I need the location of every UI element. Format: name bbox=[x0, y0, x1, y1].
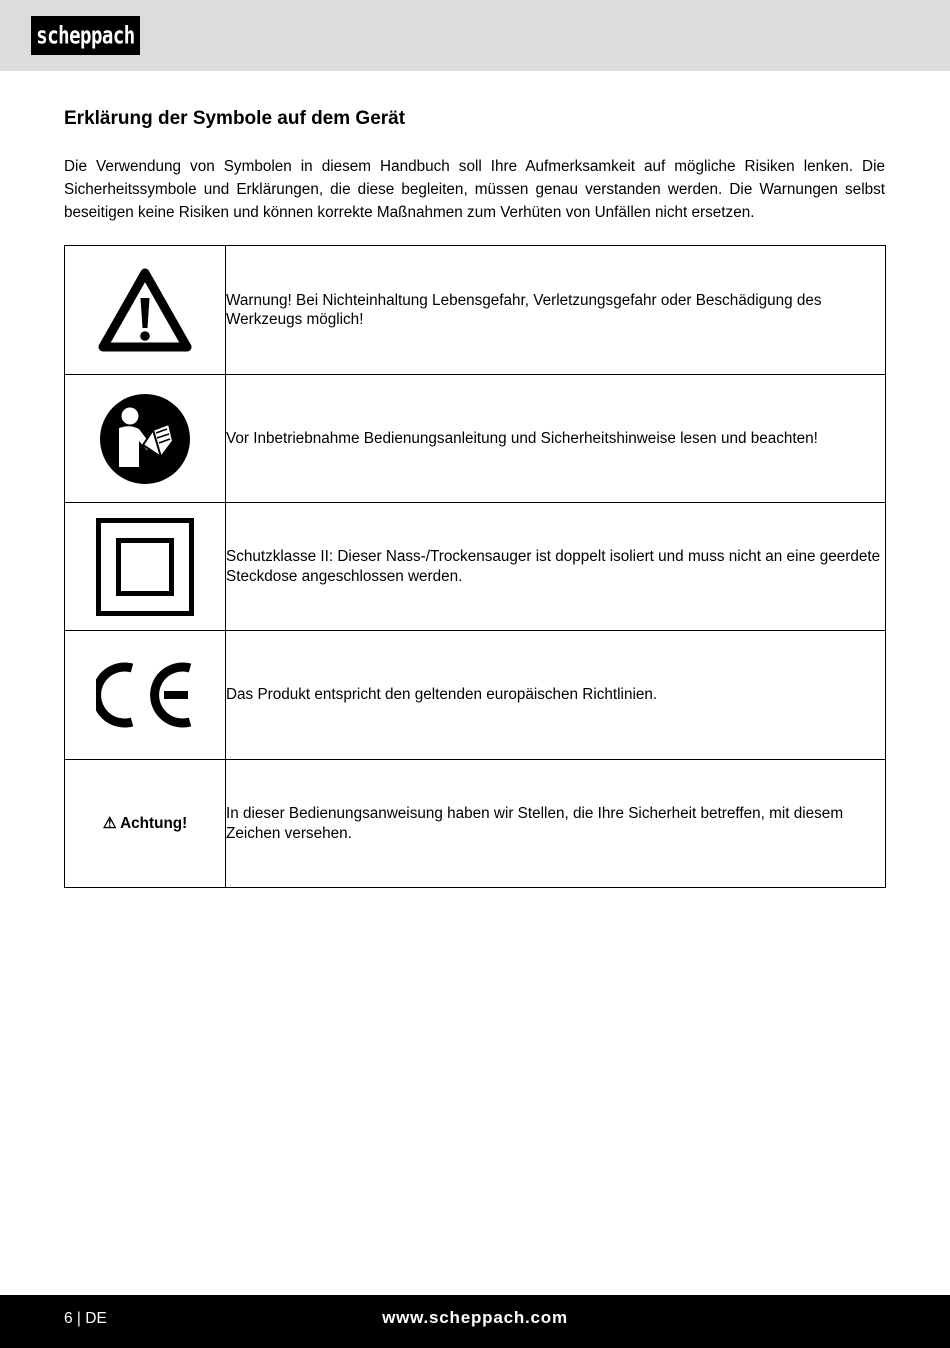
table-row bbox=[65, 246, 886, 375]
symbol-description: Vor Inbetriebnahme Bedienungsanleitung und Sicherheitshinweise lesen und beachten! bbox=[226, 375, 886, 503]
read-manual-icon bbox=[99, 393, 191, 485]
table-row bbox=[65, 631, 886, 760]
symbol-cell bbox=[65, 246, 226, 375]
symbol-cell bbox=[65, 631, 226, 760]
scheppach-logo bbox=[31, 16, 140, 55]
symbol-description: Schutzklasse II: Dieser Nass-/Trockensauger ist doppelt isoliert und muss nicht an eine geerdete Steckdose angeschlossen werden. bbox=[226, 503, 886, 631]
table-row bbox=[65, 760, 886, 888]
table-row bbox=[65, 375, 886, 503]
symbol-description: Warnung! Bei Nichteinhaltung Lebensgefahr, Verletzungsgefahr oder Beschädigung des Werkzeugs möglich! bbox=[226, 246, 886, 375]
symbol-description: Das Produkt entspricht den geltenden europäischen Richtlinien. bbox=[226, 631, 886, 760]
symbol-cell bbox=[65, 375, 226, 503]
page-footer bbox=[0, 1295, 950, 1348]
table-row bbox=[65, 503, 886, 631]
page-header bbox=[0, 0, 950, 71]
symbol-cell bbox=[65, 760, 226, 888]
intro-paragraph: Die Verwendung von Symbolen in diesem Handbuch soll Ihre Aufmerksamkeit auf mögliche Risiken lenken. Die Sicherheitssymbole und Erklärungen, die diese begleiten, müssen genau verstanden werden. Die Warnungen selbst beseitigen keine Risiken und können korrekte Maßnahmen zum Verhüten von Unfällen nicht ersetzen. bbox=[64, 158, 885, 221]
ce-mark-icon bbox=[96, 660, 194, 730]
caution-label: ⚠ Achtung! bbox=[102, 815, 188, 832]
logo-text: scheppach bbox=[36, 21, 135, 50]
symbol-cell bbox=[65, 503, 226, 631]
warning-triangle-icon bbox=[98, 268, 192, 352]
page-number: 6 | DE bbox=[64, 1310, 107, 1327]
symbols-table bbox=[64, 245, 886, 888]
website-url[interactable]: www.scheppach.com bbox=[382, 1308, 568, 1327]
symbol-description: In dieser Bedienungsanweisung haben wir Stellen, die Ihre Sicherheit betreffen, mit diesem Zeichen versehen. bbox=[226, 760, 886, 888]
page-title: Erklärung der Symbole auf dem Gerät bbox=[64, 108, 406, 129]
protection-class-ii-icon bbox=[96, 518, 194, 616]
